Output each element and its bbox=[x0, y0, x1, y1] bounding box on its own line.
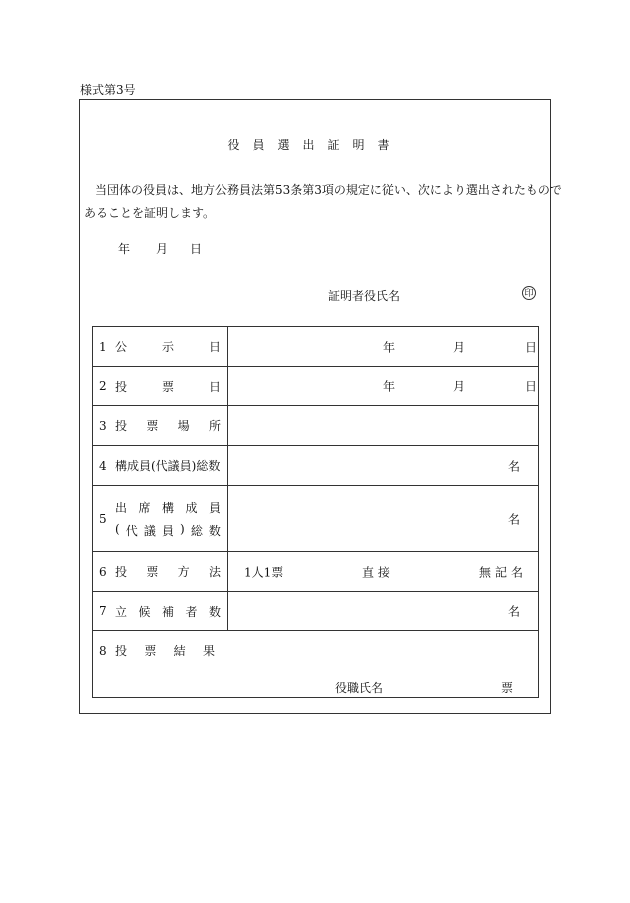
body-text-line-1: 当団体の役員は、地方公務員法第53条第3項の規定に従い、次により選出されたもので bbox=[95, 183, 562, 197]
row-number: 2 bbox=[99, 379, 107, 393]
method-secret-ballot[interactable]: 無記名 bbox=[479, 565, 528, 579]
method-one-person-one-vote[interactable]: 1人1票 bbox=[244, 565, 284, 579]
table-row-member-total bbox=[93, 446, 539, 486]
candidate-count-field[interactable] bbox=[228, 592, 539, 631]
table-row-voting-method bbox=[93, 552, 539, 592]
row-label-cell bbox=[93, 327, 228, 367]
year-unit: 年 bbox=[383, 340, 396, 354]
year-unit: 年 bbox=[383, 379, 396, 394]
voting-method-field bbox=[228, 552, 539, 592]
day-unit: 日 bbox=[525, 340, 538, 354]
voting-result-cell[interactable] bbox=[93, 631, 539, 698]
election-details-table bbox=[92, 326, 539, 698]
row-label: 投 票 方 法 bbox=[115, 565, 221, 579]
voting-place-field[interactable] bbox=[228, 406, 539, 446]
row-label-cell bbox=[93, 592, 228, 631]
day-unit: 日 bbox=[525, 379, 538, 394]
table-row-public-notice-date bbox=[93, 327, 539, 367]
row-label: 投 票 日 bbox=[115, 379, 221, 394]
table-row-voting-result bbox=[93, 631, 539, 698]
row-number: 3 bbox=[99, 418, 107, 433]
date-month: 月 bbox=[156, 242, 169, 256]
form-number-label: 様式第3号 bbox=[80, 83, 136, 97]
table-row-voting-place bbox=[93, 406, 539, 446]
count-unit: 名 bbox=[507, 512, 520, 526]
month-unit: 月 bbox=[453, 340, 466, 354]
row-label: 構成員(代議員)総数 bbox=[115, 459, 221, 473]
body-text-line-2: あることを証明します。 bbox=[84, 206, 216, 220]
row-label-cell bbox=[93, 446, 228, 486]
voting-date-field[interactable] bbox=[228, 367, 539, 406]
row-label: 投 票 結 果 bbox=[115, 644, 215, 658]
row-label-cell bbox=[93, 406, 228, 446]
table-row-candidate-count bbox=[93, 592, 539, 631]
row-label: 公 示 日 bbox=[115, 340, 221, 354]
result-vote-unit: 票 bbox=[501, 681, 514, 695]
count-unit: 名 bbox=[507, 459, 520, 473]
row-number: 7 bbox=[99, 604, 107, 618]
seal-mark: 印 bbox=[522, 286, 536, 300]
row-label: 投 票 場 所 bbox=[115, 419, 221, 433]
row-label-cell bbox=[93, 486, 228, 552]
row-number: 8 bbox=[99, 643, 107, 658]
row-label-cell bbox=[93, 367, 228, 406]
public-notice-date-field[interactable] bbox=[228, 327, 539, 367]
row-number: 6 bbox=[99, 564, 107, 579]
row-number: 5 bbox=[99, 511, 107, 526]
row-label-line-2: ( 代 議 員 ) 総 数 bbox=[115, 521, 221, 538]
method-direct[interactable]: 直 接 bbox=[362, 565, 390, 579]
row-number: 1 bbox=[99, 339, 107, 354]
member-total-field[interactable] bbox=[228, 446, 539, 486]
row-label-line-1: 出 席 構 成 員 bbox=[115, 500, 221, 515]
row-label-cell bbox=[93, 552, 228, 592]
certifier-label: 証明者役氏名 bbox=[328, 289, 401, 303]
row-number: 4 bbox=[99, 458, 107, 473]
date-line bbox=[118, 240, 202, 257]
document-title: 役員選出証明書 bbox=[227, 138, 403, 152]
date-year: 年 bbox=[118, 242, 131, 256]
result-name-label: 役職氏名 bbox=[335, 681, 384, 695]
attending-members-field[interactable] bbox=[228, 486, 539, 552]
month-unit: 月 bbox=[453, 379, 466, 394]
row-label: 立 候 補 者 数 bbox=[115, 604, 221, 619]
count-unit: 名 bbox=[507, 604, 520, 619]
date-day: 日 bbox=[190, 242, 203, 256]
table-row-attending-members bbox=[93, 486, 539, 552]
table-row-voting-date bbox=[93, 367, 539, 406]
